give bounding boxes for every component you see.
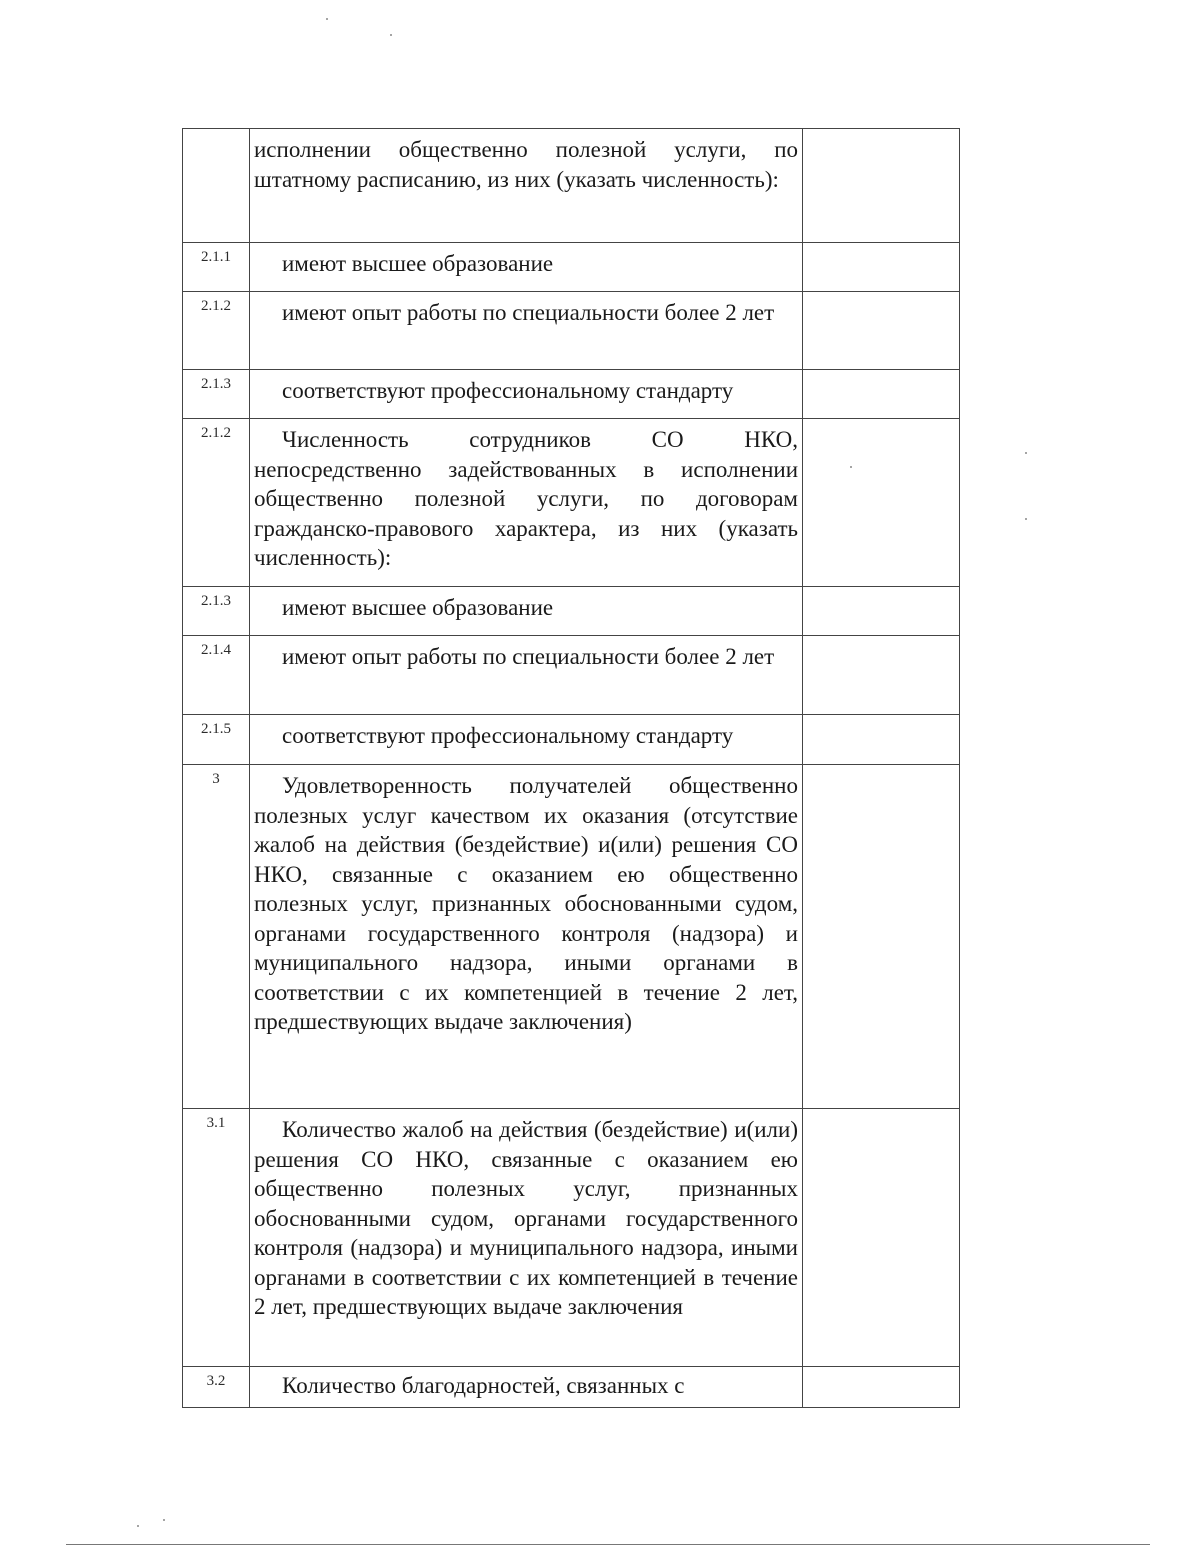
row-number: 2.1.4 (183, 636, 250, 715)
value-cell (803, 129, 960, 243)
scan-speck (137, 1525, 139, 1527)
row-text: Удовлетворенность получателей общественно полезных услуг качеством их оказания (отсутствие жалоб на действия (бездействие) и(или) решения СО НКО, связанные с оказанием ею общественно полезных услуг, признанных обоснованными судом, органами государственного контроля (надзора) и муниципального надзора, иными органами в соответствии с их компетенцией в течение 2 лет, предшествующих выдаче заключения) (254, 773, 798, 1034)
value-cell (803, 765, 960, 1109)
page-bottom-rule (66, 1544, 1150, 1545)
row-text-cell (250, 715, 803, 765)
row-text: Количество жалоб на действия (бездействие) и(или) решения СО НКО, связанные с оказанием ею общественно полезных услуг, признанных обоснованными судом, органами государственного контроля (надзора) и муниципального надзора, иными органами в соответствии с их компетенцией в течение 2 лет, предшествующих выдаче заключения (254, 1117, 798, 1319)
row-number: 2.1.5 (183, 715, 250, 765)
row-text-cell (250, 129, 803, 243)
value-cell (803, 419, 960, 587)
table-row (183, 292, 960, 370)
row-number: 2.1.1 (183, 243, 250, 292)
row-number: 2.1.2 (183, 292, 250, 370)
value-cell (803, 370, 960, 419)
row-text-cell (250, 765, 803, 1109)
row-text-cell (250, 243, 803, 292)
value-cell (803, 1367, 960, 1408)
scan-speck (850, 466, 852, 468)
table-row (183, 129, 960, 243)
scan-speck (1025, 518, 1027, 520)
table-row (183, 1367, 960, 1408)
criteria-table (182, 128, 960, 1408)
table-row (183, 243, 960, 292)
row-text: соответствуют профессиональному стандарту (282, 723, 734, 748)
scan-speck (326, 18, 328, 20)
value-cell (803, 1109, 960, 1367)
table-row (183, 1109, 960, 1367)
row-number (183, 129, 250, 243)
table-row (183, 419, 960, 587)
row-number: 3 (183, 765, 250, 1109)
table-row (183, 370, 960, 419)
value-cell (803, 715, 960, 765)
row-text-cell (250, 636, 803, 715)
row-text-cell (250, 1109, 803, 1367)
row-text-cell (250, 370, 803, 419)
row-text-cell (250, 419, 803, 587)
scan-speck (390, 34, 392, 36)
value-cell (803, 587, 960, 636)
value-cell (803, 292, 960, 370)
row-text: Численность сотрудников СО НКО, непосредственно задействованных в исполнении общественно полезной услуги, по договорам гражданско-правового характера, из них (указать численность): (254, 427, 798, 570)
row-number: 3.2 (183, 1367, 250, 1408)
table-row (183, 587, 960, 636)
row-text: имеют высшее образование (282, 251, 554, 276)
scan-speck (1025, 452, 1027, 454)
value-cell (803, 636, 960, 715)
row-text: исполнении общественно полезной услуги, по штатному расписанию, из них (указать численность): (254, 137, 798, 192)
row-text-cell (250, 587, 803, 636)
row-text: имеют опыт работы по специальности более 2 лет (282, 644, 775, 669)
table-row (183, 765, 960, 1109)
row-text-cell (250, 1367, 803, 1408)
table-row (183, 636, 960, 715)
row-text: Количество благодарностей, связанных с (282, 1373, 685, 1398)
row-number: 2.1.3 (183, 587, 250, 636)
row-text: имеют опыт работы по специальности более 2 лет (282, 300, 775, 325)
row-text-cell (250, 292, 803, 370)
row-number: 2.1.3 (183, 370, 250, 419)
row-number: 2.1.2 (183, 419, 250, 587)
value-cell (803, 243, 960, 292)
row-number: 3.1 (183, 1109, 250, 1367)
scan-speck (163, 1519, 165, 1521)
row-text: соответствуют профессиональному стандарту (282, 378, 734, 403)
table-row (183, 715, 960, 765)
row-text: имеют высшее образование (282, 595, 554, 620)
